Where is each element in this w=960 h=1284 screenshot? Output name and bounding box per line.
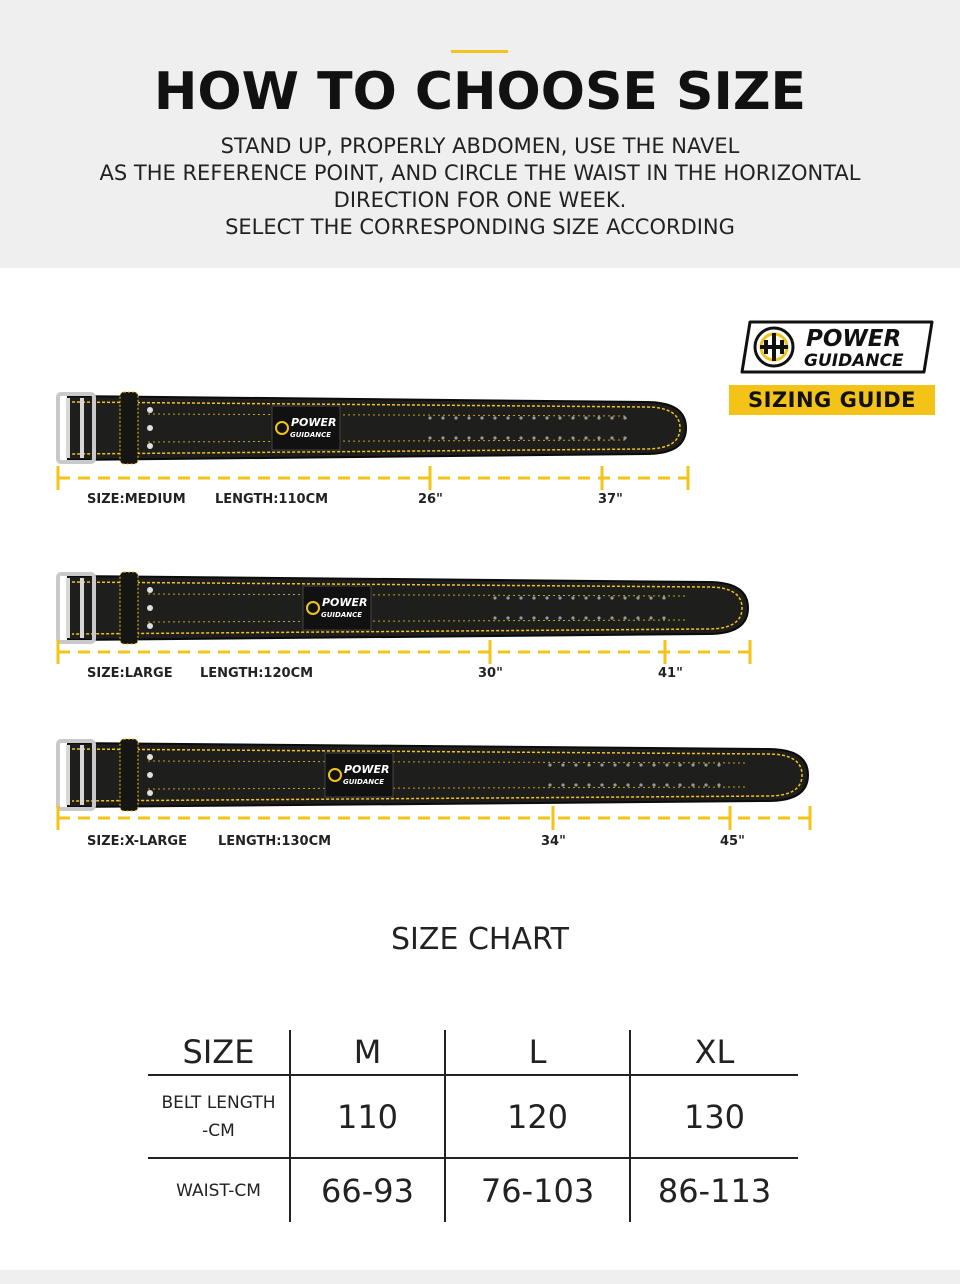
size-chart-heading: SIZE CHART [391,922,569,957]
belt-hole [613,783,616,786]
patch-text: GUIDANCE [321,611,363,619]
belt-hole [454,416,457,419]
belt-hole [691,763,694,766]
belt-hole [691,783,694,786]
belt-hole [519,596,522,599]
rivet [147,605,153,611]
belt-hole [584,436,587,439]
table-cell: 86-113 [657,1171,772,1210]
belt-hole [639,763,642,766]
bottom-band [0,1270,960,1284]
table-header-m: M [353,1033,382,1071]
belt-keeper [120,572,138,644]
belt-hole [600,783,603,786]
instruction-line: DIRECTION FOR ONE WEEK. [333,188,627,212]
belt-hole [678,783,681,786]
belt-illustration [0,388,960,508]
belt-hole [441,436,444,439]
rivet [147,587,153,593]
belt-hole [571,616,574,619]
belt-hole [662,616,665,619]
belt-hole [584,616,587,619]
belt-hole [480,436,483,439]
instructions [0,133,960,241]
belt-body [68,396,686,460]
belt-hole [597,616,600,619]
waist-max-label: 37" [598,492,623,507]
table-cell: 130 [683,1097,746,1136]
belt-hole [704,763,707,766]
belt-body [68,576,748,640]
belt-hole [571,416,574,419]
table-header-size: SIZE [182,1033,255,1071]
belt-hole [548,783,551,786]
table-cell: 110 [336,1097,399,1136]
belt-hole [600,763,603,766]
rivet [147,772,153,778]
belt-hole [493,616,496,619]
patch-text: GUIDANCE [290,431,332,439]
waist-min-label: 30" [478,666,503,681]
belt-hole [610,596,613,599]
belt-hole [636,596,639,599]
belt-hole [584,596,587,599]
row-label-waist: WAIST-CM [176,1180,261,1201]
belt-hole [574,783,577,786]
belt-hole [558,416,561,419]
belt-hole [636,616,639,619]
rivet [147,790,153,796]
row-label-belt-length [148,1076,289,1157]
belt-hole [574,763,577,766]
belt-hole [545,436,548,439]
belt-hole [571,436,574,439]
waist-min-label: 34" [541,834,566,849]
belt-hole [610,416,613,419]
belt-hole [545,416,548,419]
logo-word-guidance: GUIDANCE [804,351,904,371]
belt-hole [561,783,564,786]
belt-hole [558,596,561,599]
belt-hole [454,436,457,439]
instruction-line: STAND UP, PROPERLY ABDOMEN, USE THE NAVEL [220,134,740,158]
belt-keeper [120,739,138,811]
belt-hole [506,596,509,599]
belt-hole [493,436,496,439]
rivet [147,425,153,431]
belt-size-label: SIZE:LARGE [87,666,173,681]
logo-word-power: POWER [806,326,902,352]
belt-size-label: SIZE:X-LARGE [87,834,187,849]
belt-hole [587,763,590,766]
belt-hole [665,763,668,766]
belt-hole [467,416,470,419]
patch-text: POWER [322,596,368,609]
patch-text: POWER [344,763,390,776]
brand-patch [325,753,393,797]
belt-hole [665,783,668,786]
table-cell: 66-93 [321,1171,414,1210]
patch-text: GUIDANCE [343,778,385,786]
accent-bar [451,50,508,53]
belt-hole [597,416,600,419]
belt-body [68,743,808,807]
waist-max-label: 45" [720,834,745,849]
rivet [147,623,153,629]
belt-hole [519,416,522,419]
belt-hole [532,416,535,419]
belt-hole [548,763,551,766]
belt-hole [558,616,561,619]
sizing-guide-badge: SIZING GUIDE [729,385,935,415]
belt-hole [626,783,629,786]
belt-hole [639,783,642,786]
belt-row [0,568,960,688]
belt-hole [428,416,431,419]
belt-hole [441,416,444,419]
belt-hole [626,763,629,766]
belt-hole [519,436,522,439]
belt-hole [652,783,655,786]
belt-hole [623,596,626,599]
belt-hole [652,763,655,766]
instruction-line: AS THE REFERENCE POINT, AND CIRCLE THE WAIST IN THE HORIZONTAL [99,161,861,185]
belt-hole [649,616,652,619]
belt-length-label: LENGTH:110CM [215,492,329,507]
belt-hole [623,416,626,419]
rivet [147,407,153,413]
belt-hole [506,436,509,439]
brand-patch [272,406,340,450]
brand-logo [740,316,936,378]
patch-text: POWER [291,416,337,429]
belt-hole [561,763,564,766]
instruction-line: SELECT THE CORRESPONDING SIZE ACCORDING [225,215,735,239]
belt-length-label: LENGTH:130CM [218,834,332,849]
belt-row [0,735,960,855]
belt-hole [558,436,561,439]
rivet [147,754,153,760]
belt-hole [532,616,535,619]
size-table [148,1030,798,1222]
belt-hole [613,763,616,766]
belt-hole [493,416,496,419]
belt-hole [717,783,720,786]
belt-hole [532,596,535,599]
belt-keeper [120,392,138,464]
belt-hole [597,596,600,599]
belt-hole [623,436,626,439]
belt-hole [610,616,613,619]
waist-min-label: 26" [418,492,443,507]
belt-size-label: SIZE:MEDIUM [87,492,186,507]
belt-length-label: LENGTH:120CM [200,666,314,681]
header-band [0,0,960,268]
belt-hole [584,416,587,419]
belt-hole [571,596,574,599]
belt-hole [678,763,681,766]
belt-hole [704,783,707,786]
belt-hole [597,436,600,439]
belt-hole [649,596,652,599]
belt-hole [662,596,665,599]
table-cell: 120 [506,1097,569,1136]
table-header-l: L [528,1033,547,1071]
waist-max-label: 41" [658,666,683,681]
belt-hole [467,436,470,439]
rivet [147,443,153,449]
belt-hole [506,616,509,619]
belt-hole [545,616,548,619]
belt-hole [545,596,548,599]
belt-hole [717,763,720,766]
belt-hole [480,416,483,419]
belt-hole [428,436,431,439]
brand-patch [303,586,371,630]
belt-hole [519,616,522,619]
belt-hole [610,436,613,439]
belt-hole [493,596,496,599]
belt-hole [623,616,626,619]
belt-hole [532,436,535,439]
table-header-xl: XL [694,1033,735,1071]
belt-row [0,388,960,508]
page-title: HOW TO CHOOSE SIZE [153,62,807,122]
belt-hole [506,416,509,419]
row-label-line: BELT LENGTH [161,1092,276,1113]
table-cell: 76-103 [480,1171,595,1210]
row-label-line: -CM [202,1120,235,1141]
belt-hole [587,783,590,786]
barbell-icon [755,328,793,366]
